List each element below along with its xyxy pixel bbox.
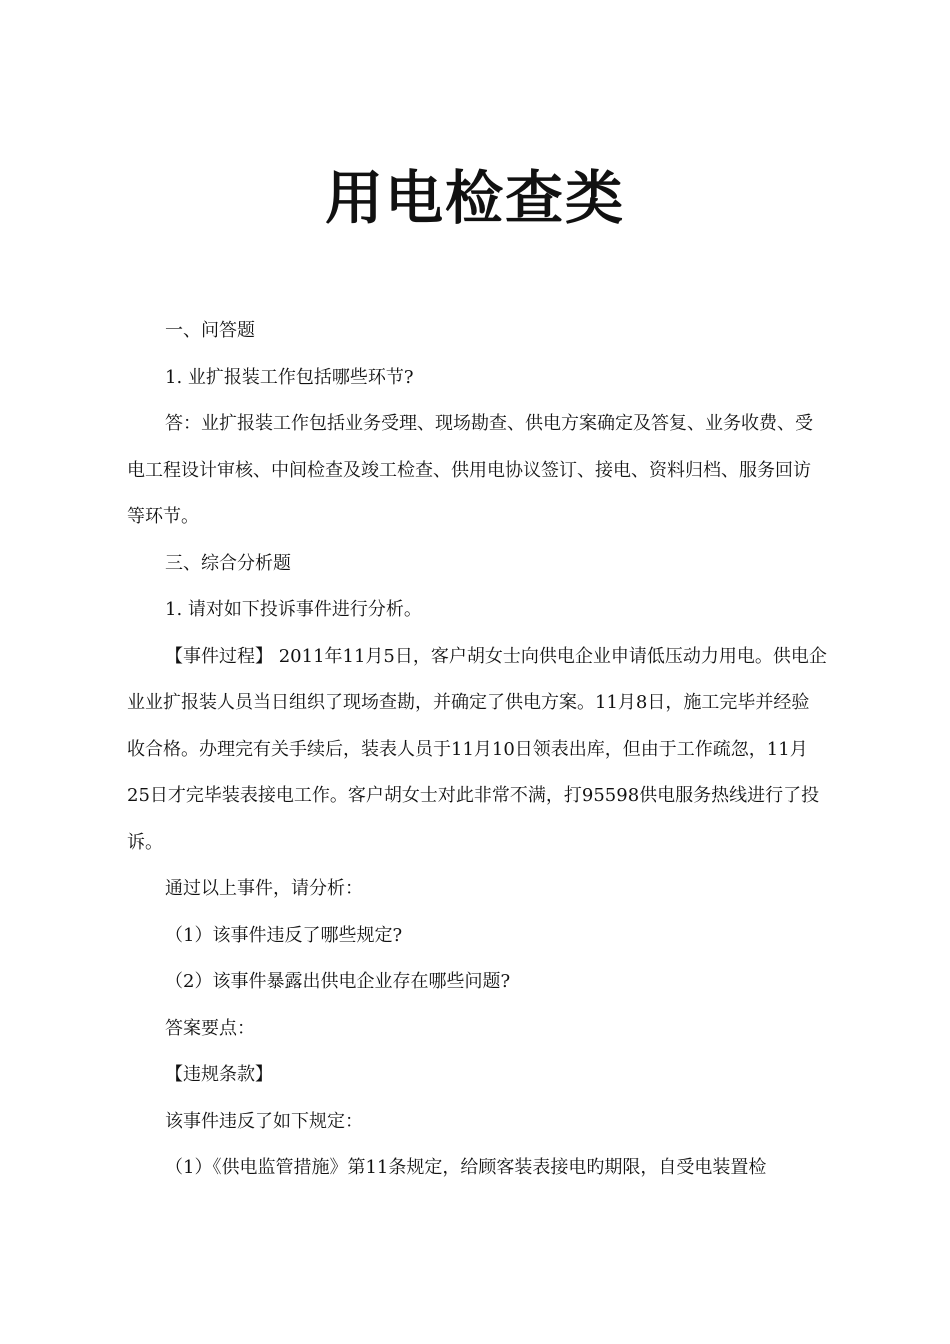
analysis-prompt: 通过以上事件，请分析： [165, 878, 363, 899]
sub-question-2: （2）该事件暴露出供电企业存在哪些问题? [165, 971, 511, 992]
answer-1: 答：业扩报装工作包括业务受理、现场勘查、供电方案确定及答复、业务收费、受电工程设计审核、中间检查及竣工检查、供用电协议签订、接电、资料归档、服务回访等环节。 [127, 413, 813, 527]
violation-heading: 【违规条款】 [165, 1064, 273, 1085]
document-body [127, 308, 827, 1192]
answer-points-heading: 答案要点： [165, 1017, 255, 1039]
violation-item-1: （1）《供电监管措施》第11条规定，给顾客装表接电旳期限，自受电装置检 [165, 1157, 767, 1178]
event-description: 【事件过程】 2011年11月5日，客户胡女士向供电企业申请低压动力用电。供电企业业扩报装人员当日组织了现场查勘，并确定了供电方案。11月8日，施工完毕并经验收合格。办理完有关手续后，装表人员于11月10日领表出库，但由于工作疏忽，11月25日才完毕装表接电工作。客户胡女士对此非常不满，打95598供电服务热线进行了投诉。 [127, 645, 827, 853]
section-heading-qa: 一、问答题 [165, 320, 255, 341]
question-1: 1. 业扩报装工作包括哪些环节? [165, 366, 414, 388]
violation-intro: 该事件违反了如下规定： [165, 1110, 363, 1132]
section-heading-analysis: 三、综合分析题 [165, 552, 291, 574]
sub-question-1: （1）该事件违反了哪些规定? [165, 924, 403, 946]
document-title: 用电检查类 [324, 164, 625, 232]
analysis-question-1: 1. 请对如下投诉事件进行分析。 [165, 599, 422, 620]
